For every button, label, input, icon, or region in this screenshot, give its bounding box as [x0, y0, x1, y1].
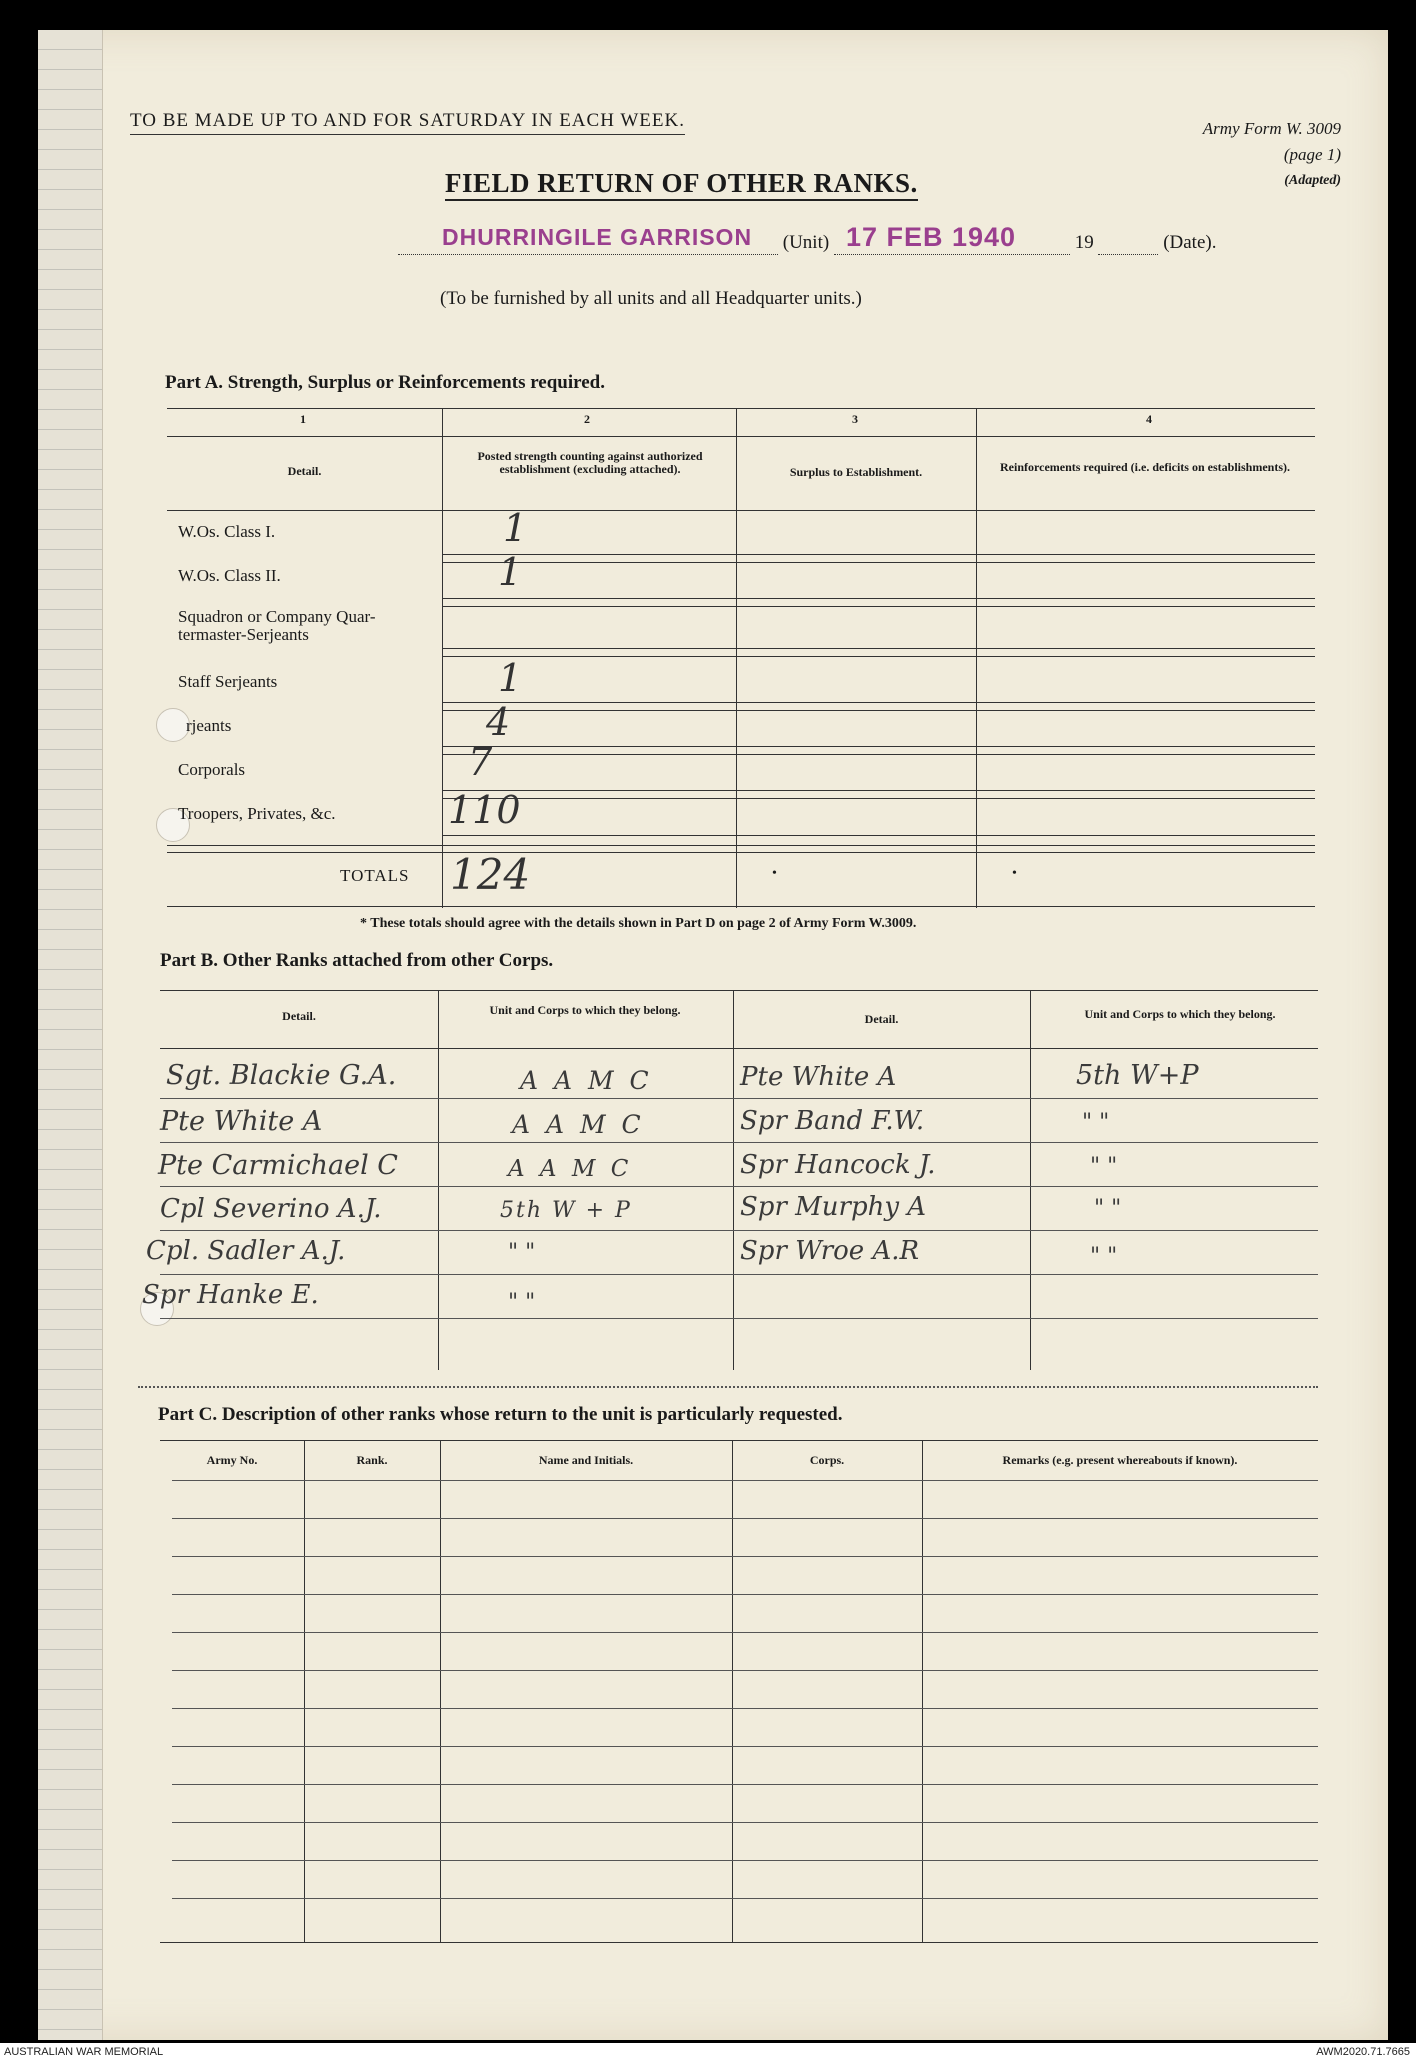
row-label: Staff Serjeants [178, 672, 278, 691]
form-adapted: (Adapted) [1284, 173, 1341, 188]
part-a-footnote: * These totals should agree with the details shown in Part D on page 2 of Army Form W.3009. [360, 916, 917, 931]
attached-unit: " " [1094, 1196, 1122, 1221]
attached-unit: 5th W+P [1076, 1060, 1199, 1091]
part-a-title: Part A. Strength, Surplus or Reinforcements required. [165, 372, 605, 393]
row-rule [160, 1318, 1318, 1319]
row-rule [442, 798, 1315, 799]
col-header-detail: Detail. [287, 464, 322, 478]
row-rule [160, 1230, 1318, 1231]
posted-value: 7 [468, 740, 493, 784]
col-header-rank: Rank. [356, 1453, 388, 1467]
part-c-col-divider [732, 1440, 733, 1942]
attached-detail: Spr Murphy A [740, 1192, 927, 1222]
row-label: W.Os. Class I. [178, 522, 276, 541]
col-header-name: Name and Initials. [538, 1453, 634, 1467]
row-rule [172, 1632, 1318, 1633]
row-label: rjeants [186, 716, 232, 735]
row-rule [167, 845, 1315, 846]
attached-detail: Pte White A [160, 1106, 323, 1137]
posted-value: 1 [498, 550, 523, 594]
perforation-line [138, 1386, 1318, 1388]
row-rule [172, 1480, 1318, 1481]
part-a-header-rule [167, 510, 1315, 511]
row-rule [172, 1860, 1318, 1861]
row-rule [442, 648, 1315, 649]
attached-unit: " " [1090, 1154, 1118, 1179]
attached-detail: Spr Band F.W. [740, 1106, 925, 1136]
attached-detail: Cpl Severino A.J. [160, 1194, 382, 1224]
row-rule [442, 835, 1315, 836]
attached-detail: Spr Wroe A.R [740, 1236, 920, 1266]
col-header-corps: Corps. [809, 1453, 845, 1467]
row-rule [442, 754, 1315, 755]
part-c-col-divider [304, 1440, 305, 1942]
posted-value: 4 [486, 700, 511, 744]
row-rule [442, 606, 1315, 607]
posted-value: 1 [503, 506, 528, 550]
row-label: Squadron or Company Quar- termaster-Serjeants [178, 607, 376, 644]
col-header-detail: Detail. [864, 1012, 899, 1026]
col-header-remarks: Remarks (e.g. present whereabouts if known). [1002, 1453, 1238, 1467]
torn-margin [38, 30, 103, 2040]
col-header-army-no: Army No. [206, 1453, 258, 1467]
part-a-col-divider [442, 408, 443, 908]
unit-date-line [398, 222, 1217, 255]
totals-mark: • [1012, 866, 1017, 881]
totals-value: 124 [450, 850, 531, 899]
attached-detail: Sgt. Blackie G.A. [166, 1060, 397, 1091]
date-stamp: 17 FEB 1940 [845, 222, 1017, 252]
archive-footer [0, 2043, 1416, 2061]
form-page: (page 1) [1283, 145, 1341, 164]
totals-mark: • [772, 866, 777, 881]
attached-unit: 5th W + P [500, 1198, 632, 1223]
row-rule [442, 790, 1315, 791]
part-c-bottom-rule [160, 1942, 1318, 1943]
row-rule [172, 1822, 1318, 1823]
row-rule [442, 710, 1315, 711]
totals-bottom-rule [167, 906, 1315, 907]
part-b-header-rule [160, 1048, 1318, 1049]
row-rule [172, 1898, 1318, 1899]
col-header-unit-corps: Unit and Corps to which they belong. [1084, 1007, 1276, 1021]
attached-unit: A A M C [520, 1066, 653, 1095]
col-number: 3 [852, 412, 858, 426]
row-label: W.Os. Class II. [178, 566, 281, 585]
punch-hole [156, 708, 190, 742]
col-number: 1 [300, 412, 306, 426]
attached-detail: Cpl. Sadler A.J. [146, 1236, 346, 1266]
row-rule [172, 1594, 1318, 1595]
part-a-top-rule [167, 408, 1315, 409]
attached-detail: Pte White A [740, 1062, 897, 1092]
form-number: Army Form W. 3009 [1202, 119, 1341, 138]
row-rule [172, 1556, 1318, 1557]
attached-detail: Spr Hanke E. [142, 1280, 319, 1310]
row-rule [172, 1518, 1318, 1519]
part-b-col-divider [438, 990, 439, 1370]
footer-institution: AUSTRALIAN WAR MEMORIAL [4, 2046, 164, 2058]
row-rule [172, 1746, 1318, 1747]
row-rule [442, 554, 1315, 555]
year-prefix: 19 [1074, 232, 1094, 253]
row-rule [442, 746, 1315, 747]
part-b-top-rule [160, 990, 1318, 991]
col-header-detail: Detail. [282, 1009, 316, 1023]
form-sheet [38, 30, 1388, 2040]
attached-detail: Spr Hancock J. [740, 1150, 936, 1180]
attached-unit: " " [508, 1290, 536, 1315]
row-rule [160, 1142, 1318, 1143]
instruction-heading: TO BE MADE UP TO AND FOR SATURDAY IN EACH WEEK. [130, 110, 685, 135]
row-rule [172, 1708, 1318, 1709]
totals-top-rule [167, 852, 1315, 853]
col-header-posted: Posted strength counting against authorized establishment (excluding attached). [477, 449, 703, 476]
attached-unit: A A M C [508, 1156, 633, 1182]
furnish-note: (To be furnished by all units and all Headquarter units.) [440, 288, 862, 309]
attached-unit: " " [508, 1240, 536, 1265]
part-c-top-rule [160, 1440, 1318, 1441]
col-header-reinforcements: Reinforcements required (i.e. deficits on establishments). [1000, 460, 1290, 474]
row-rule [442, 598, 1315, 599]
part-c-title: Part C. Description of other ranks whose return to the unit is particularly requested. [158, 1404, 843, 1425]
row-label: Corporals [178, 760, 246, 779]
part-c-col-divider [440, 1440, 441, 1942]
row-rule [442, 702, 1315, 703]
col-number: 4 [1146, 412, 1152, 426]
attached-unit: A A M C [512, 1110, 645, 1139]
part-b-col-divider [1030, 990, 1031, 1370]
row-rule [442, 656, 1315, 657]
unit-stamp: DHURRINGILE GARRISON [442, 224, 753, 250]
part-a-colnum-rule [167, 436, 1315, 437]
part-b-col-divider [733, 990, 734, 1370]
footer-accession: AWM2020.71.7665 [1316, 2046, 1410, 2058]
page-title: FIELD RETURN OF OTHER RANKS. [445, 168, 918, 201]
row-rule [160, 1274, 1318, 1275]
unit-label: (Unit) [782, 232, 830, 253]
row-rule [442, 562, 1315, 563]
attached-unit: " " [1090, 1244, 1118, 1269]
col-header-unit-corps: Unit and Corps to which they belong. [489, 1003, 681, 1017]
row-rule [160, 1098, 1318, 1099]
posted-value: 110 [448, 788, 521, 832]
row-label: Troopers, Privates, &c. [178, 804, 336, 823]
row-rule [160, 1186, 1318, 1187]
attached-unit: " " [1082, 1110, 1110, 1135]
form-number-block [1203, 116, 1341, 194]
posted-value: 1 [498, 656, 523, 700]
date-label: (Date). [1163, 232, 1217, 253]
part-a-col-divider [736, 408, 737, 908]
col-header-surplus: Surplus to Establishment. [789, 465, 923, 479]
part-b-title: Part B. Other Ranks attached from other Corps. [160, 950, 554, 971]
totals-label: TOTALS [340, 866, 410, 885]
part-c-col-divider [922, 1440, 923, 1942]
part-a-col-divider [976, 408, 977, 908]
col-number: 2 [584, 412, 590, 426]
attached-detail: Pte Carmichael C [158, 1150, 398, 1181]
row-rule [172, 1784, 1318, 1785]
row-rule [172, 1670, 1318, 1671]
